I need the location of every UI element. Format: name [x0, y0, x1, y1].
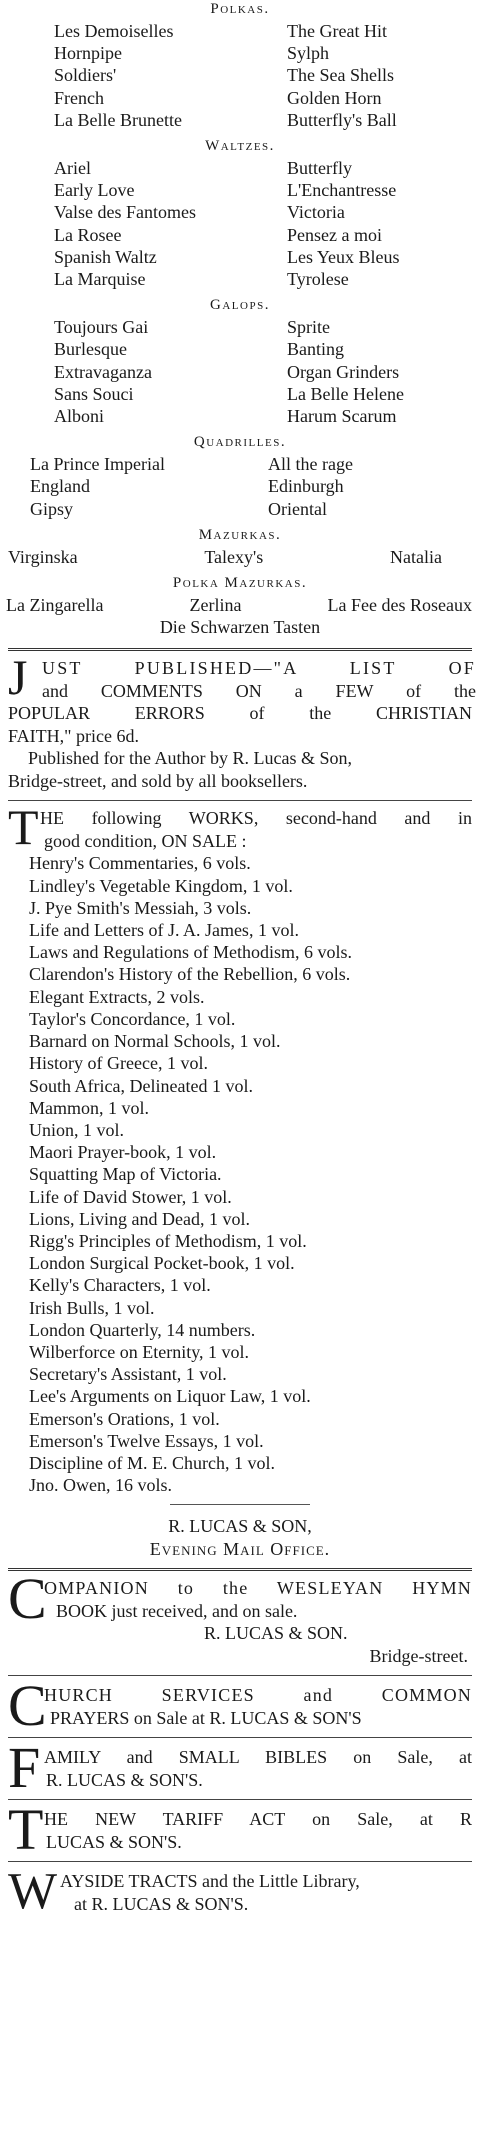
drop-cap: J	[8, 649, 28, 706]
ad-line: HURCH SERVICES and COMMON	[44, 1685, 472, 1706]
ad-works-on-sale	[4, 799, 476, 1560]
list-item: All the rage	[268, 454, 353, 475]
list-item: Emerson's Twelve Essays, 1 vol.	[29, 1430, 264, 1451]
ad-hymn-book	[4, 1566, 476, 1667]
ad-popular-errors	[4, 649, 476, 792]
list-item: Spanish Waltz	[54, 246, 157, 267]
section-title-waltzes: Waltzes.	[205, 138, 275, 155]
list-item: Valse des Fantomes	[54, 202, 196, 223]
list-item: Lions, Living and Dead, 1 vol.	[29, 1208, 250, 1229]
list-item: Wilberforce on Eternity, 1 vol.	[29, 1341, 250, 1362]
galops-section	[4, 296, 476, 427]
list-item: Life of David Stower, 1 vol.	[29, 1186, 232, 1207]
list-item: England	[30, 476, 90, 497]
ad-family-bibles	[4, 1735, 476, 1801]
list-item: Henry's Commentaries, 6 vols.	[29, 853, 251, 874]
list-item: The Sea Shells	[287, 65, 394, 86]
drop-cap: F	[8, 1735, 41, 1801]
galops-list	[54, 316, 476, 427]
list-item: Early Love	[54, 180, 135, 201]
polka-mazurkas-section	[4, 574, 476, 638]
list-item: J. Pye Smith's Messiah, 3 vols.	[29, 897, 252, 918]
divider	[8, 1737, 472, 1738]
mazurkas-list	[4, 546, 476, 568]
ad-publisher-line: Bridge-street, and sold by all booksellers.	[8, 770, 308, 791]
ad-wayside-tracts	[4, 1863, 476, 1921]
list-item: Life and Letters of J. A. James, 1 vol.	[29, 920, 299, 941]
list-item: Butterfly's Ball	[287, 109, 397, 130]
ad-signature: Evening Mail Office.	[149, 1538, 331, 1559]
list-item: The Great Hit	[287, 21, 387, 41]
drop-cap: T	[8, 799, 39, 856]
divider	[8, 1675, 472, 1676]
list-item: Sprite	[287, 317, 330, 338]
section-title-mazurkas: Mazurkas.	[198, 526, 282, 543]
list-item: Irish Bulls, 1 vol.	[29, 1297, 155, 1318]
quadrilles-list	[30, 453, 476, 520]
list-item: Union, 1 vol.	[29, 1119, 125, 1140]
divider	[8, 1799, 472, 1800]
list-item: Talexy's	[204, 546, 264, 567]
list-item: Victoria	[287, 202, 345, 223]
section-title-polka-mazurkas: Polka Mazurkas.	[172, 575, 308, 592]
list-item: Extravaganza	[54, 361, 152, 382]
list-item: History of Greece, 1 vol.	[29, 1053, 208, 1074]
section-title-galops: Galops.	[210, 297, 270, 314]
ad-line: AYSIDE TRACTS and the Little Library,	[60, 1871, 360, 1892]
list-item: Oriental	[268, 498, 327, 519]
ad-line: PRAYERS on Sale at R. LUCAS & SON'S	[50, 1707, 362, 1728]
list-item: Les Demoiselles	[54, 21, 174, 41]
list-item: London Quarterly, 14 numbers.	[29, 1319, 256, 1340]
list-item: Lindley's Vegetable Kingdom, 1 vol.	[29, 875, 293, 896]
list-item: Rigg's Principles of Methodism, 1 vol.	[29, 1230, 307, 1251]
list-item: Burlesque	[54, 339, 127, 360]
list-item: Lee's Arguments on Liquor Law, 1 vol.	[29, 1386, 311, 1407]
list-item: Squatting Map of Victoria.	[29, 1164, 222, 1185]
divider	[8, 1568, 472, 1571]
waltzes-section	[4, 137, 476, 290]
list-item: La Belle Helene	[287, 383, 404, 404]
ad-line: AMILY and SMALL BIBLES on Sale, at	[44, 1747, 472, 1768]
list-item: Elegant Extracts, 2 vols.	[29, 986, 205, 1007]
works-list	[29, 852, 476, 1496]
divider	[8, 800, 472, 801]
ad-line: LUCAS & SON'S.	[46, 1831, 182, 1852]
ad-line: R. LUCAS & SON'S.	[46, 1769, 203, 1790]
ad-signature: R. LUCAS & SON.	[204, 1623, 348, 1644]
list-item: Zerlina	[189, 595, 242, 616]
list-item: La Belle Brunette	[54, 109, 182, 130]
ad-line: HE following WORKS, second-hand and in	[40, 808, 472, 829]
ad-line: at R. LUCAS & SON'S.	[74, 1893, 249, 1914]
mazurkas-section	[4, 526, 476, 568]
list-item: Pensez a moi	[287, 224, 382, 245]
ad-line: UST PUBLISHED—"A LIST OF	[42, 658, 476, 679]
list-item: Maori Prayer-book, 1 vol.	[29, 1142, 217, 1163]
section-title-polkas: Polkas.	[210, 1, 270, 17]
list-item: Soldiers'	[54, 65, 117, 86]
list-item: Sans Souci	[54, 383, 134, 404]
list-item: La Fee des Roseaux	[327, 595, 472, 616]
polka-mazurkas-line	[4, 594, 476, 616]
divider	[170, 1504, 310, 1505]
list-item: Golden Horn	[287, 87, 382, 108]
list-item: Mammon, 1 vol.	[29, 1097, 149, 1118]
list-item: Kelly's Characters, 1 vol.	[29, 1275, 211, 1296]
list-item: Alboni	[54, 406, 105, 427]
list-item: Organ Grinders	[287, 361, 400, 382]
ad-line: good condition, ON SALE :	[44, 830, 247, 851]
ad-line: HE NEW TARIFF ACT on Sale, at R	[44, 1809, 472, 1830]
list-item: South Africa, Delineated 1 vol.	[29, 1075, 253, 1096]
ad-signature: Bridge-street.	[369, 1645, 468, 1666]
drop-cap: W	[8, 1863, 58, 1921]
list-item: Les Yeux Bleus	[287, 246, 400, 267]
list-item: Harum Scarum	[287, 406, 397, 427]
list-item: Edinburgh	[268, 476, 344, 497]
drop-cap: C	[8, 1566, 47, 1632]
quadrilles-section	[4, 433, 476, 520]
polkas-list	[54, 20, 476, 131]
list-item: La Marquise	[54, 269, 146, 290]
list-item: French	[54, 87, 104, 108]
list-item: La Prince Imperial	[30, 454, 165, 475]
list-item: Natalia	[390, 546, 442, 567]
ad-line: and COMMENTS ON a FEW of the	[42, 680, 476, 701]
drop-cap: T	[8, 1797, 44, 1863]
list-item: Butterfly	[287, 158, 352, 179]
list-item: Laws and Regulations of Methodism, 6 vols.	[29, 942, 352, 963]
list-item: Secretary's Assistant, 1 vol.	[29, 1364, 227, 1385]
ad-publisher-line: Published for the Author by R. Lucas & Son,	[28, 748, 352, 769]
ad-line: BOOK just received, and on sale.	[56, 1600, 298, 1621]
list-item: Hornpipe	[54, 43, 122, 64]
divider	[8, 648, 472, 651]
list-item: Toujours Gai	[54, 317, 149, 338]
ad-line: OMPANION to the WESLEYAN HYMN	[44, 1578, 472, 1599]
list-item: La Zingarella	[6, 595, 104, 616]
list-item: Banting	[287, 339, 344, 360]
ad-church-services	[4, 1673, 476, 1739]
list-item: Discipline of M. E. Church, 1 vol.	[29, 1452, 275, 1473]
list-item: Gipsy	[30, 498, 74, 519]
polkas-section	[4, 0, 476, 131]
list-item: Ariel	[54, 158, 91, 179]
list-item: Clarendon's History of the Rebellion, 6 vols.	[29, 964, 351, 985]
list-item: Emerson's Orations, 1 vol.	[29, 1408, 220, 1429]
drop-cap: C	[8, 1673, 47, 1739]
ad-tariff-act	[4, 1797, 476, 1863]
list-item: Sylph	[287, 43, 330, 64]
list-item: Tyrolese	[287, 269, 349, 290]
list-item: Virginska	[8, 546, 78, 567]
section-title-quadrilles: Quadrilles.	[193, 434, 287, 451]
list-item: L'Enchantresse	[287, 180, 397, 201]
list-item: Jno. Owen, 16 vols.	[29, 1475, 172, 1496]
list-item: Barnard on Normal Schools, 1 vol.	[29, 1031, 281, 1052]
divider	[8, 1861, 472, 1862]
list-item: London Surgical Pocket-book, 1 vol.	[29, 1253, 295, 1274]
waltzes-list	[54, 157, 476, 290]
list-item: Die Schwarzen Tasten	[159, 617, 321, 638]
list-item: Taylor's Concordance, 1 vol.	[29, 1008, 236, 1029]
ad-signature: R. LUCAS & SON,	[168, 1516, 312, 1537]
list-item: La Rosee	[54, 224, 122, 245]
ad-line: FAITH," price 6d.	[8, 725, 139, 746]
ad-line: POPULAR ERRORS of the CHRISTIAN	[8, 703, 472, 724]
